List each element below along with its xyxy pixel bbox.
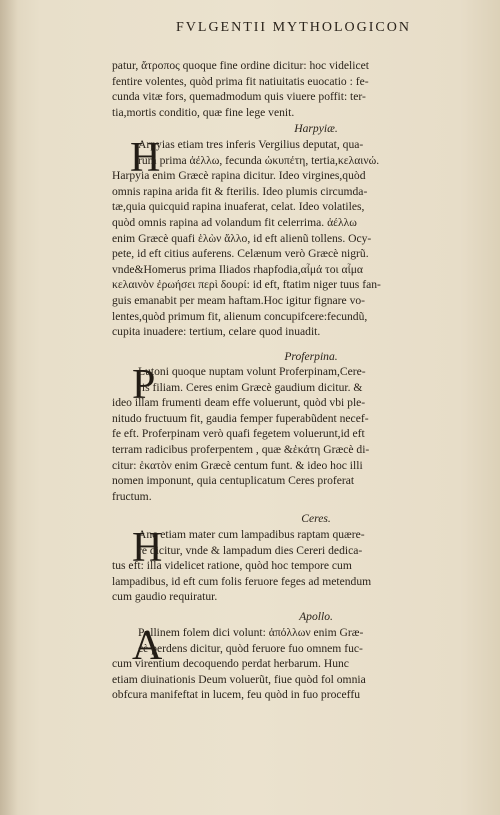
text-line: tus eft: illa videlicet ratione, quòd hoc tempore cum — [112, 559, 352, 573]
text-line: κελαινὸν ἐρωήσει περὶ δουρί: id eft, ftatim niger tuus fan- — [112, 278, 381, 292]
section-body-proserpina — [112, 364, 480, 504]
text-line: fe eft. Proferpinam verò quafi fegetem voluerunt,id eft — [112, 427, 365, 441]
text-line: nitudo fructuum fit, gaudia femper fuperabũdent necef- — [112, 411, 369, 425]
text-line: cè perdens dicitur, quòd feruore fuo omnem fuc- — [138, 641, 363, 655]
gutter-shadow — [0, 0, 18, 815]
running-head — [176, 20, 476, 36]
text-line: cum gaudio requiratur. — [112, 590, 218, 604]
text-line: cunda vitæ fors, quemadmodum quis viuere poffit: ter- — [112, 90, 366, 104]
text-line: omnis rapina arida fit & fterilis. Ideo plumis circumda- — [112, 184, 368, 198]
text-line: cum virentium decoquendo perdat herbarum. Hunc — [112, 657, 349, 671]
text-line: lentes,quòd primum fit, alienum concupifcere:fecundũ, — [112, 309, 368, 323]
text-line: ideo illam frumenti deam effe voluerunt, quòd vbi ple- — [112, 396, 366, 410]
dropcap-proserpina: P — [132, 362, 156, 408]
section-heading-proserpina: Proferpina. — [284, 350, 338, 363]
text-line: fructum. — [112, 489, 152, 503]
text-line: tia,mortis conditio, quæ fine lege venit. — [112, 105, 295, 119]
text-line: cupita inuadere: tertium, celare quod inuadit. — [112, 325, 321, 339]
text-line: tæ,quia quicquid rapina inuaferat, celat. Ideo volatiles, — [112, 200, 365, 214]
text-line: quòd omnis rapina ad volandum fit celerrima. ἀέλλω — [112, 215, 357, 229]
text-line: re dicitur, vnde & lampadum dies Cereri dedica- — [138, 543, 363, 557]
intro-paragraph — [112, 58, 480, 120]
text-line: obfcura manifeftat in lucem, feu quòd in fuo proceffu — [112, 688, 360, 702]
text-line: vnde&Homerus prima Iliados rhapfodia,αἷμά τοι αἷμα — [112, 262, 364, 276]
text-line: Arpyias etiam tres inferis Vergilius deputat, qua- — [138, 138, 364, 151]
section-heading-harpyiae: Harpyiæ. — [294, 122, 338, 135]
text-line: Anc etiam mater cum lampadibus raptam quære- — [138, 528, 365, 541]
text-line: guis emanabit per meam haftam.Hoc igitur fignare vo- — [112, 293, 366, 307]
text-line: ris filiam. Ceres enim Græcè gaudium dicitur. & — [138, 380, 363, 394]
running-head-greek: MYTHOLOGICON — [272, 20, 411, 35]
section-body-harpyiae — [112, 137, 480, 340]
text-line: rum prima ἀέλλω, fecunda ὠκυπέτη, tertia,κελαινώ. — [138, 153, 380, 167]
text-line: enim Græcè quafi ἑλὼν ἄλλο, id eft alienũ tollens. Ocy- — [112, 231, 372, 245]
text-line: fentire volentes, quòd prima fit natiuitatis euocatio : fe- — [112, 74, 369, 88]
dropcap-ceres: H — [132, 525, 163, 571]
section-heading-ceres: Ceres. — [301, 512, 331, 525]
text-line: pete, id eft citius auferens. Celænum verò Græcè nigrũ. — [112, 247, 369, 261]
text-line: Lutoni quoque nuptam volunt Proferpinam,Cere- — [138, 365, 366, 378]
dropcap-apollo: A — [132, 623, 163, 669]
text-line: citur: ἑκατὸν enim Græcè centum funt. & ideo hoc illi — [112, 458, 363, 472]
text-line: lampadibus, id eft cum folis feruore feges ad metendum — [112, 574, 372, 588]
running-head-latin: FVLGENTII — [176, 20, 268, 35]
section-body-ceres — [112, 527, 480, 605]
dropcap-harpyiae: H — [130, 135, 161, 181]
section-heading-apollo: Apollo. — [299, 610, 333, 623]
section-body-apollo — [112, 625, 480, 703]
text-line: Harpyia enim Græcè rapina dicitur. Ideo virgines,quòd — [112, 169, 366, 183]
text-line: Pollinem folem dici volunt: ἀπόλλων enim Græ- — [138, 626, 364, 639]
text-line: nomen imponunt, quia centuplicatum Ceres proferat — [112, 474, 355, 488]
text-line: patur, ἄτροπος quoque fine ordine dicitur: hoc videlicet — [112, 59, 370, 72]
text-line: terram radicibus proferpentem , quæ &ἑκάτη Græcè di- — [112, 442, 370, 456]
text-line: etiam diuinationis Deum voluerũt, fiue quòd fol omnia — [112, 672, 366, 686]
